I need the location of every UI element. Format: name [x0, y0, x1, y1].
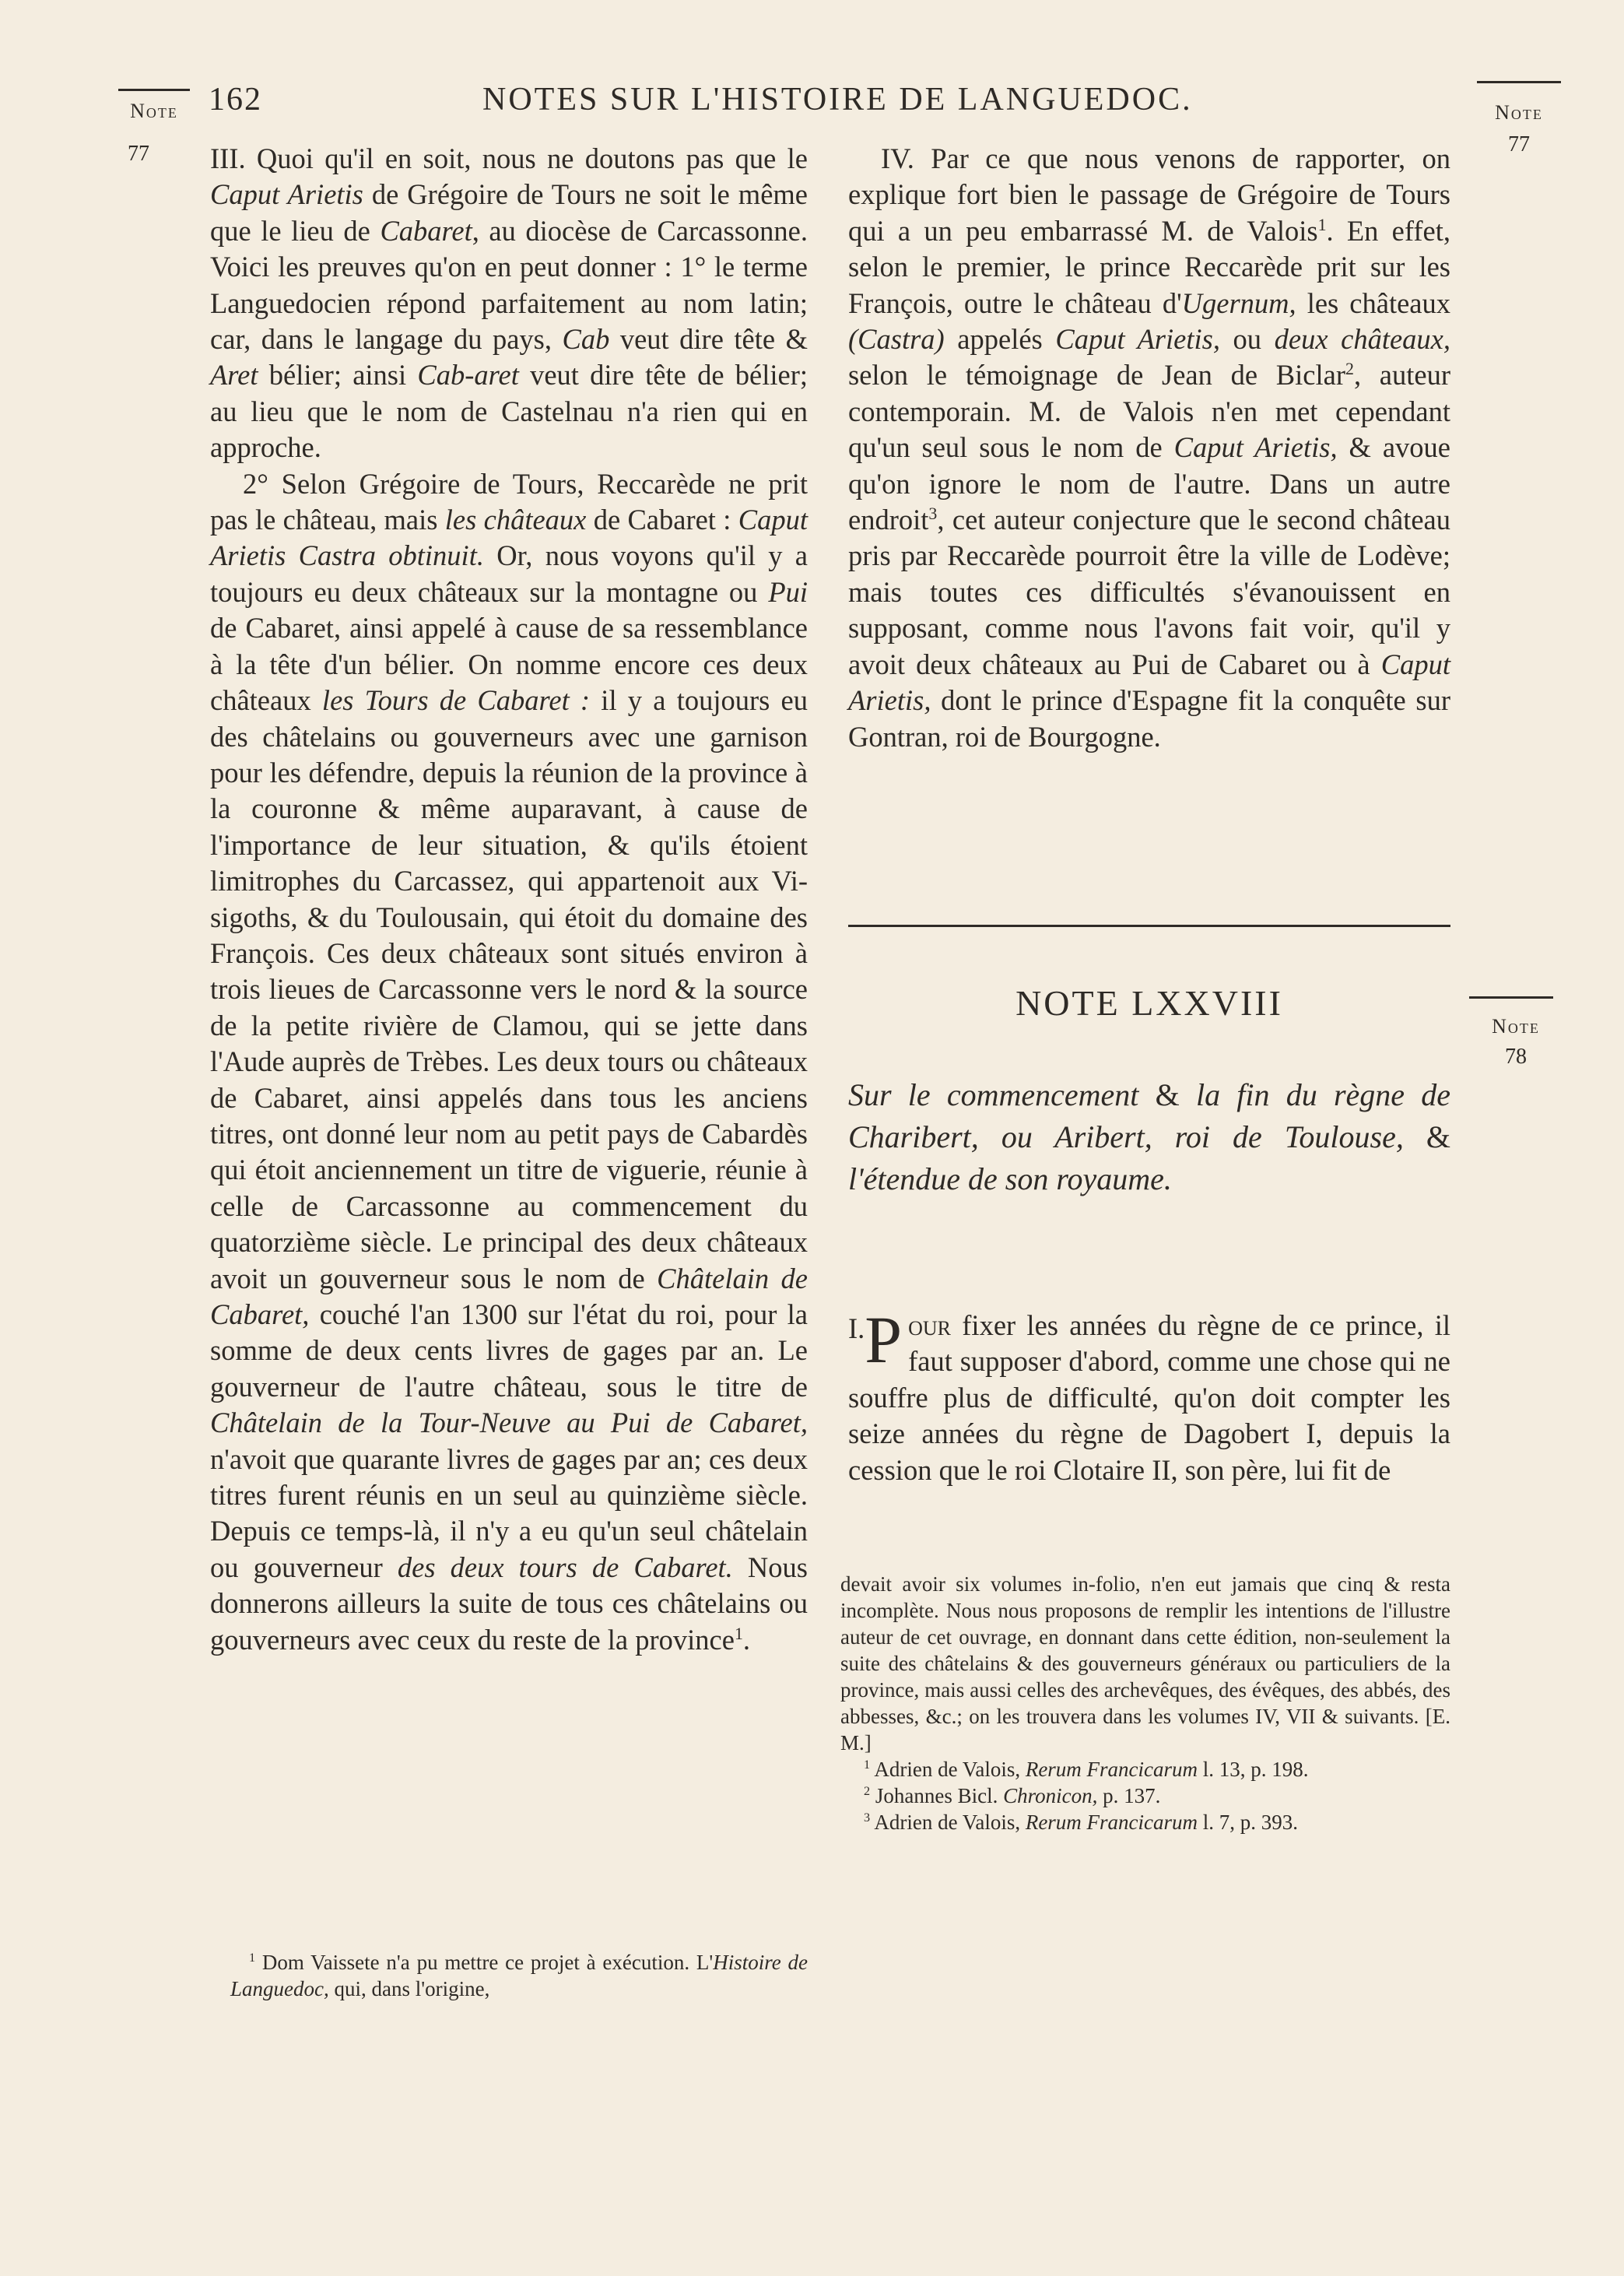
- italic-run: les châteaux: [444, 504, 587, 536]
- italic-run: Cab: [562, 323, 610, 356]
- italic-run: Histoire de Languedoc,: [230, 1951, 808, 2000]
- italic-run: Caput Arietis: [210, 178, 363, 211]
- italic-run: Caput Arietis,: [848, 648, 1450, 717]
- footnote-1: [840, 1756, 1450, 1783]
- footnote-ref: 2: [1345, 359, 1354, 379]
- text-run: Adrien de Valois,: [870, 1758, 1026, 1781]
- left-margin-note-label: Note: [130, 100, 178, 122]
- footnote-3: [840, 1809, 1450, 1835]
- ampersand: &: [1426, 1119, 1451, 1154]
- text-run: . En effet, selon le premier, le prince Reccarède prit sur les François, outre le château d': [848, 214, 1450, 319]
- right-margin-note-label: Note: [1495, 101, 1543, 124]
- text-run: dont le prince d'Espagne fit la conquête sur Gontran, roi de Bourgogne.: [848, 684, 1450, 753]
- text-run: il y a toujours eu des châtelains ou gouverneurs avec une garnison pour les défendre, depuis la réunion de la province à la couronne & même auparavant, à cause de l'importance de leur situation, & qu'ils étoient limitrophes du Carcassez, qui appartenoit aux Visigoths, & du Toulousain, qui étoit du domaine des François. Ces deux châteaux sont situés environ à trois lieues de Carcassonne vers le nord & la source de la petite rivière de Clamou, qui se jette dans l'Aude auprès de Trèbes. Les deux tours ou châteaux de Cabaret, ainsi appelés dans tous les anciens titres, ont donné leur nom au petit pays de Cabardès qui étoit anciennement un titre de viguerie, réunie à celle de Carcassonne au commencement du quatorzième siècle. Le principal des deux châteaux avoit un gouverneur sous le nom de: [210, 684, 808, 1294]
- text-run: , cet auteur conjecture que le second château pris par Reccarède pourroit être la ville de Lodève; mais toutes ces difficultés s'évanouissent en supposant, comme nous l'avons fait voir, qu'il y avoit deux châteaux au Pui de Cabaret ou à: [848, 504, 1450, 680]
- italic-run: (Castra): [848, 323, 945, 356]
- text-run: les châteaux: [1296, 286, 1450, 319]
- text-run: de Cabaret, ainsi appelé à cause de sa ressemblance à la tête d'un bélier. On nomme encore ces deux châteaux: [210, 612, 808, 717]
- right-margin-rule: [1477, 81, 1561, 83]
- text-run: Sur le commencement: [848, 1077, 1139, 1112]
- text-run: l'étendue de son royaume.: [848, 1161, 1172, 1196]
- italic-run: Cabaret: [380, 214, 472, 247]
- text-run: & avoue qu'on ignore le nom de l'autre. Dans un autre endroit: [848, 431, 1450, 536]
- italic-run: Châtelain de Cabaret,: [210, 1262, 808, 1330]
- text-run: .: [742, 1623, 751, 1656]
- footnote-mark: 1: [864, 1758, 871, 1772]
- text-run: la fin du règne de Charibert, ou Aribert, roi de Toulouse,: [848, 1077, 1450, 1154]
- text-run: qui, dans l'origine,: [328, 1977, 490, 2000]
- text-run: Or, nous voyons qu'il y a toujours eu deux châteaux sur la montagne ou: [210, 539, 808, 608]
- note-subtitle: [848, 1074, 1450, 1200]
- paragraph-numeral: I.: [848, 1312, 865, 1344]
- note-heading: NOTE LXXVIII: [1015, 983, 1283, 1023]
- italic-run: les Tours de Cabaret :: [321, 684, 591, 717]
- text-run: III. Quoi qu'il en soit, nous ne doutons pas que le: [210, 142, 808, 174]
- text-run: veut dire tête de bélier; au lieu que le nom de Castelnau n'a rien qui en approche.: [210, 359, 808, 464]
- drop-cap: P: [865, 1302, 903, 1377]
- text-run: bélier; ainsi: [258, 359, 418, 392]
- text-run: l. 7, p. 393.: [1198, 1811, 1299, 1834]
- page-number: 162: [209, 82, 262, 118]
- footnote-left: [230, 1949, 808, 2002]
- text-run: n'avoit que quarante livres de gages par an; ces deux titres furent réunis en un seul au quinzième siècle. Depuis ce temps-là, il n'y a eu qu'un seul châtelain ou gouverneur: [210, 1442, 808, 1583]
- text-run: appelés: [944, 323, 1056, 356]
- right-margin-rule-78: [1469, 996, 1553, 999]
- italic-run: Rerum Francicarum: [1025, 1811, 1198, 1834]
- italic-run: des deux tours de Cabaret.: [397, 1551, 733, 1583]
- footnote-2: [840, 1783, 1450, 1809]
- text-run: veut dire tête &: [609, 323, 808, 356]
- footnote-continuation: devait avoir six volumes in-folio, n'en eut jamais que cinq & resta incomplète. Nous nous proposons de remplir les intentions de l'illustre auteur de cet ouvrage, en donnant dans cette édition, non-seulement la suite des châtelains & des gouverneurs généraux ou particuliers de la province, mais aussi celles des archevêques, des évêques, des abbés, des abbesses, &c.; on les trouvera dans les volumes IV, VII & suivants. [E. M.]: [840, 1572, 1450, 1754]
- text-run: de Cabaret :: [586, 504, 738, 536]
- italic-run: Chronicon,: [1003, 1784, 1098, 1807]
- italic-run: Caput Arietis,: [1055, 323, 1220, 356]
- small-caps-run: our: [908, 1309, 952, 1341]
- text-run: ou: [1219, 323, 1275, 356]
- text-run: 2° Selon Grégoire de Tours, Reccarède ne prit pas le château, mais: [210, 467, 808, 536]
- paragraph-2: [210, 466, 808, 1658]
- text-run: de Grégoire de Tours ne soit le même que le lieu de: [210, 178, 808, 247]
- text-run: Nous donnerons ailleurs la suite de tous ces châtelains ou gouverneurs avec ceux du reste de la province: [210, 1551, 808, 1656]
- right-margin-note-number: 77: [1508, 132, 1530, 156]
- paragraph-iv: [848, 141, 1450, 755]
- text-run: l. 13, p. 198.: [1198, 1758, 1309, 1781]
- text-run: p. 137.: [1097, 1784, 1161, 1807]
- ampersand: &: [1155, 1077, 1180, 1112]
- italic-run: Cab-aret: [417, 359, 519, 392]
- text-run: Dom Vaissete n'a pu mettre ce projet à exécution. L': [255, 1951, 714, 1974]
- italic-run: Châtelain de la Tour-Neuve au Pui de Cabaret,: [210, 1407, 808, 1439]
- italic-run: Caput Arietis Castra obtinuit.: [210, 504, 808, 572]
- note-78-body: [848, 1302, 1450, 1488]
- text-run: , au diocèse de Carcassonne. Voici les preuves qu'on en peut donner : 1° le terme Languedocien répond parfaitement au nom latin; car, dans le langage du pays,: [210, 214, 808, 356]
- text-run: couché l'an 1300 sur l'état du roi, pour la somme de deux cents livres de gages par an. Le gouverneur de l'autre château, sous le titre de: [210, 1298, 808, 1403]
- left-column: [210, 141, 808, 1658]
- italic-run: Ugernum,: [1181, 286, 1296, 319]
- text-run: selon le témoignage de Jean de Biclar: [848, 359, 1345, 392]
- footnote-ref: 3: [928, 503, 938, 523]
- footnote-mark: 2: [864, 1784, 871, 1798]
- right-margin-note-number-78: 78: [1505, 1045, 1527, 1069]
- left-margin-rule: [118, 89, 190, 91]
- italic-run: Pui: [768, 575, 808, 608]
- italic-run: Caput Arietis,: [1173, 431, 1338, 464]
- text-run: Johannes Bicl.: [870, 1784, 1004, 1807]
- italic-run: deux châteaux,: [1274, 323, 1450, 356]
- footnote-mark: 3: [864, 1811, 871, 1825]
- left-margin-note-number: 77: [128, 142, 149, 166]
- footnotes-right: [840, 1571, 1450, 1835]
- text-run: IV. Par ce que nous venons de rapporter, on explique fort bien le passage de Grégoire de Tours qui a un peu embarrassé M. de Valois: [848, 142, 1450, 247]
- running-title: NOTES SUR L'HISTOIRE DE LANGUEDOC.: [482, 82, 1193, 118]
- right-column: [848, 141, 1450, 755]
- italic-run: Aret: [210, 359, 258, 392]
- italic-run: Rerum Francicarum: [1025, 1758, 1198, 1781]
- right-margin-note-label-78: Note: [1492, 1015, 1540, 1038]
- section-divider: [848, 925, 1450, 927]
- footnote-ref: 1: [1317, 214, 1327, 234]
- paragraph-iii: [210, 141, 808, 466]
- text-run: , auteur contemporain. M. de Valois n'en met cependant qu'un seul sous le nom de: [848, 359, 1450, 464]
- text-run: Adrien de Valois,: [870, 1811, 1026, 1834]
- footnote-ref: 1: [734, 1623, 743, 1643]
- footnote-mark: 1: [249, 1951, 256, 1965]
- text-run: fixer les années du règne de ce prince, il faut supposer d'abord, comme une chose qui ne souffre plus de difficulté, qu'on doit compter les seize années du règne de Dagobert I, depuis la cession que le roi Clotaire II, son père, lui fit de: [848, 1309, 1450, 1486]
